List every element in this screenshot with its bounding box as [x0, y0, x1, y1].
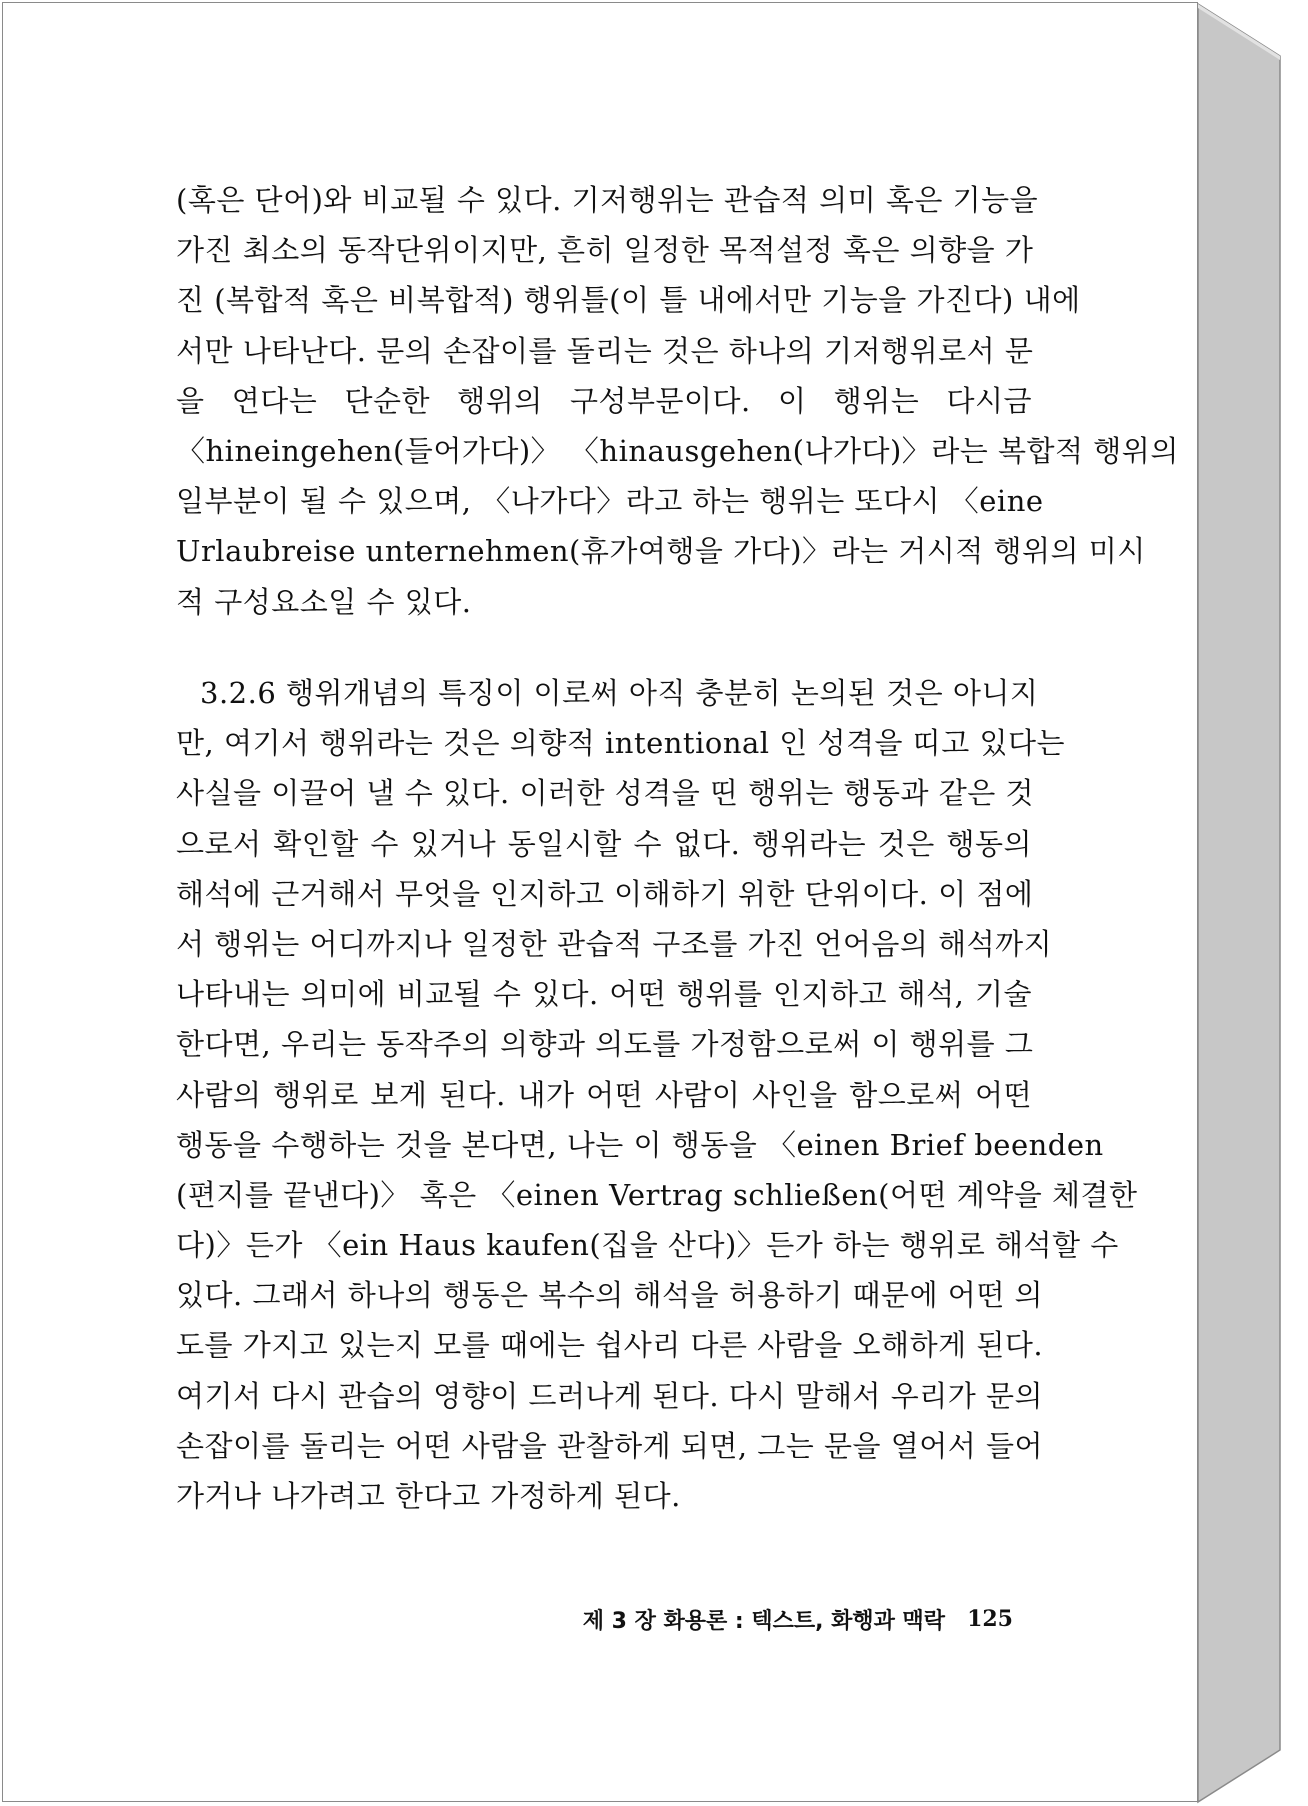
text-line: 있다. 그래서 하나의 행동은 복수의 해석을 허용하기 때문에 어떤 의 — [176, 1278, 1044, 1313]
text-line: Urlaubreise unternehmen(휴가여행을 가다)〉라는 거시적 행위의 미시 — [176, 534, 1146, 569]
text-line: 사실을 이끌어 낼 수 있다. 이러한 성격을 띤 행위는 행동과 같은 것 — [176, 776, 1034, 811]
text-line: 행동을 수행하는 것을 본다면, 나는 이 행동을 〈einen Brief beenden — [176, 1127, 1104, 1162]
text-line: 〈hineingehen(들어가다)〉 〈hinausgehen(나가다)〉라는 복합적 행위의 — [176, 433, 1179, 468]
text-line: 으로서 확인할 수 있거나 동일시할 수 없다. 행위라는 것은 행동의 — [176, 826, 1032, 861]
text-line: 만, 여기서 행위라는 것은 의향적 intentional 인 성격을 띠고 있다는 — [176, 726, 1066, 761]
paragraph-1 — [176, 175, 1179, 627]
text-line: 가진 최소의 동작단위이지만, 흔히 일정한 목적설정 혹은 의향을 가 — [176, 233, 1034, 268]
text-line: 일부분이 될 수 있으며, 〈나가다〉라고 하는 행위는 또다시 〈eine — [176, 484, 1044, 519]
text-line: (편지를 끝낸다)〉 혹은 〈einen Vertrag schließen(어떤 계약을 체결한 — [176, 1177, 1138, 1212]
page-footer — [543, 1599, 1013, 1639]
book-page — [2, 2, 1198, 1802]
text-line: 가거나 나가려고 한다고 가정하게 된다. — [176, 1479, 681, 1513]
text-line: 을 연다는 단순한 행위의 구성부문이다. 이 행위는 다시금 — [176, 383, 1032, 418]
text-line: 여기서 다시 관습의 영향이 드러나게 된다. 다시 말해서 우리가 문의 — [176, 1378, 1044, 1413]
text-line: 손잡이를 돌리는 어떤 사람을 관찰하게 되면, 그는 문을 열어서 들어 — [176, 1428, 1044, 1463]
text-line: 해석에 근거해서 무엇을 인지하고 이해하기 위한 단위이다. 이 점에 — [176, 876, 1034, 911]
paragraph-2 — [176, 668, 1138, 1521]
page-number: 125 — [967, 1606, 1013, 1632]
running-head: 제 3 장 화용론 : 텍스트, 화행과 맥락 — [582, 1608, 946, 1634]
text-line: 한다면, 우리는 동작주의 의향과 의도를 가정함으로써 이 행위를 그 — [176, 1027, 1034, 1062]
text-line: 3.2.6 행위개념의 특징이 이로써 아직 충분히 논의된 것은 아니지 — [200, 676, 1039, 710]
text-line: 서만 나타난다. 문의 손잡이를 돌리는 것은 하나의 기저행위로서 문 — [176, 333, 1034, 368]
text-line: 서 행위는 어디까지나 일정한 관습적 구조를 가진 언어음의 해석까지 — [176, 926, 1053, 961]
text-line: 적 구성요소일 수 있다. — [176, 584, 472, 619]
text-line: 도를 가지고 있는지 모를 때에는 쉽사리 다른 사람을 오해하게 된다. — [176, 1328, 1044, 1363]
text-line: (혹은 단어)와 비교될 수 있다. 기저행위는 관습적 의미 혹은 기능을 — [176, 183, 1039, 217]
text-line: 다)〉든가 〈ein Haus kaufen(집을 산다)〉든가 하는 행위로 해석할 수 — [176, 1228, 1119, 1263]
text-line: 진 (복합적 혹은 비복합적) 행위틀(이 틀 내에서만 기능을 가진다) 내에 — [176, 283, 1081, 318]
text-line: 사람의 행위로 보게 된다. 내가 어떤 사람이 사인을 함으로써 어떤 — [176, 1077, 1032, 1112]
text-line: 나타내는 의미에 비교될 수 있다. 어떤 행위를 인지하고 해석, 기술 — [176, 977, 1032, 1012]
